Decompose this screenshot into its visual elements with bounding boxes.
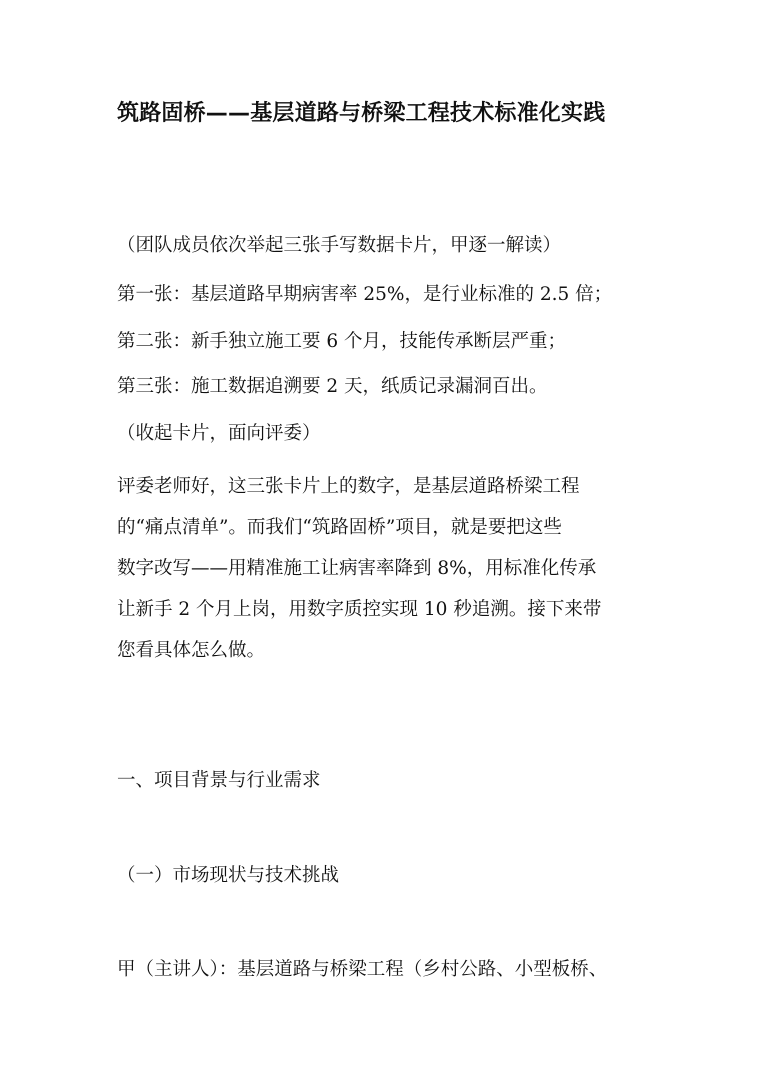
paragraph-line: 让新手 2 个月上岗，用数字质控实现 10 秒追溯。接下来带 [117, 599, 602, 620]
intro-paragraph [117, 466, 647, 671]
card-two-text: 第二张：新手独立施工要 6 个月，技能传承断层严重； [117, 331, 567, 352]
subsection-heading: （一）市场现状与技术挑战 [117, 865, 340, 886]
paragraph-line: 的“痛点清单”。而我们“筑路固桥”项目，就是要把这些 [117, 517, 562, 538]
paragraph-line: 您看具体怎么做。 [117, 640, 266, 661]
speaker-line: 甲（主讲人）：基层道路与桥梁工程（乡村公路、小型板桥、 [117, 959, 608, 980]
document-title: 筑路固桥——基层道路与桥梁工程技术标准化实践 [117, 101, 606, 126]
card-one-text: 第一张：基层道路早期病害率 25%，是行业标准的 2.5 倍； [117, 284, 613, 305]
card-three-text: 第三张：施工数据追溯要 2 天，纸质记录漏洞百出。 [117, 376, 548, 397]
paragraph-line: 评委老师好，这三张卡片上的数字，是基层道路桥梁工程 [117, 476, 580, 497]
paragraph-line: 数字改写——用精准施工让病害率降到 8%，用标准化传承 [117, 558, 597, 579]
section-heading: 一、项目背景与行业需求 [117, 770, 321, 791]
stage-direction-cards: （团队成员依次举起三张手写数据卡片，甲逐一解读） [117, 235, 562, 256]
stage-direction-face-judges: （收起卡片，面向评委） [117, 423, 321, 444]
